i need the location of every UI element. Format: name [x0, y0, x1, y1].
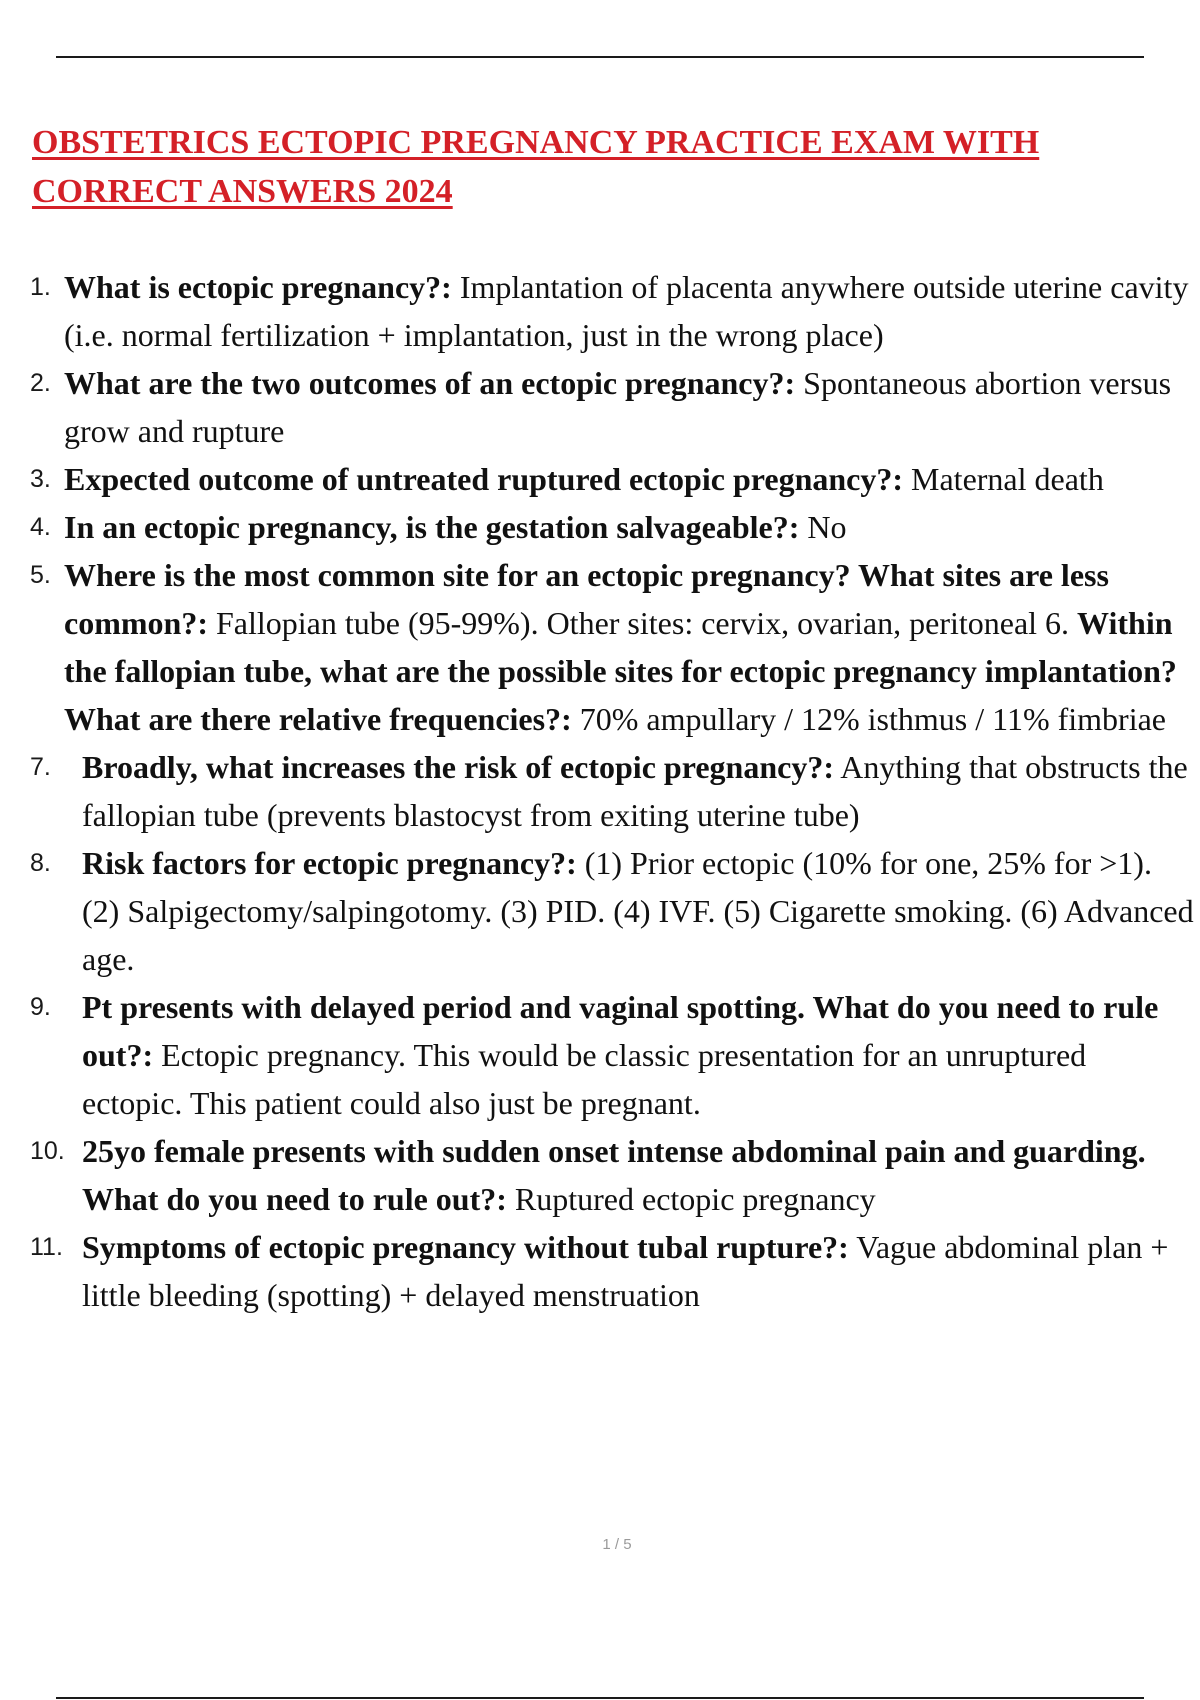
item-number: 5.: [30, 561, 51, 589]
list-item: [0, 503, 1200, 551]
answer-text: Spontaneous abortion versus grow and rupture: [64, 365, 1172, 449]
question-text: Expected outcome of untreated ruptured ectopic pregnancy?:: [64, 461, 904, 497]
answer-text: Ectopic pregnancy. This would be classic presentation for an unruptured ectopic. This patient could also just be pregnant.: [82, 1037, 1087, 1121]
item-number: 7.: [30, 753, 51, 781]
item-body: [0, 551, 1200, 743]
question-text-secondary: Within the fallopian tube, what are the possible sites for ectopic pregnancy implantation? What are there relative frequencies?:: [64, 605, 1177, 737]
answer-text: Ruptured ectopic pregnancy: [514, 1181, 876, 1217]
item-number: 2.: [30, 369, 51, 397]
page-indicator: 1 / 5: [602, 1536, 632, 1553]
question-text: In an ectopic pregnancy, is the gestation salvageable?:: [64, 509, 800, 545]
answer-text: Implantation of placenta anywhere outside uterine cavity (i.e. normal fertilization + implantation, just in the wrong place): [64, 269, 1189, 353]
answer-text: Maternal death: [911, 461, 1104, 497]
question-text: Pt presents with delayed period and vaginal spotting. What do you need to rule out?:: [82, 989, 1159, 1073]
answer-text: Anything that obstructs the fallopian tube (prevents blastocyst from exiting uterine tube): [82, 749, 1188, 833]
answer-text: Vague abdominal plan + little bleeding (spotting) + delayed menstruation: [82, 1229, 1169, 1313]
item-body: [0, 503, 1200, 551]
answer-text: (1) Prior ectopic (10% for one, 25% for >1). (2) Salpigectomy/salpingotomy. (3) PID. (4) IVF. (5) Cigarette smoking. (6) Advanced age.: [82, 845, 1194, 977]
item-number: 11.: [30, 1233, 63, 1261]
bottom-divider: [56, 1697, 1144, 1699]
list-item: [0, 743, 1200, 839]
item-body: [0, 983, 1200, 1127]
question-text: Where is the most common site for an ectopic pregnancy? What sites are less common?:: [64, 557, 1109, 641]
question-text: What is ectopic pregnancy?:: [64, 269, 452, 305]
list-item: [0, 1127, 1200, 1223]
item-number: 9.: [30, 993, 51, 1021]
item-body: [0, 1127, 1200, 1223]
question-text: Risk factors for ectopic pregnancy?:: [82, 845, 577, 881]
list-item: [0, 263, 1200, 359]
answer-text: Fallopian tube (95-99%). Other sites: cervix, ovarian, peritoneal 6.: [215, 605, 1070, 641]
item-number: 3.: [30, 465, 51, 493]
item-body: [0, 839, 1200, 983]
item-number: 4.: [30, 513, 51, 541]
document-title: [32, 118, 1172, 216]
list-item: [0, 359, 1200, 455]
list-item: [0, 1223, 1200, 1319]
answer-text-secondary: 70% ampullary / 12% isthmus / 11% fimbriae: [579, 701, 1166, 737]
question-text: 25yo female presents with sudden onset intense abdominal pain and guarding. What do you need to rule out?:: [82, 1133, 1146, 1217]
question-text: What are the two outcomes of an ectopic pregnancy?:: [64, 365, 796, 401]
item-number: 8.: [30, 849, 51, 877]
item-number: 1.: [30, 273, 51, 301]
item-body: [0, 1223, 1200, 1319]
list-item: [0, 839, 1200, 983]
list-item: [0, 983, 1200, 1127]
list-item: [0, 455, 1200, 503]
top-divider: [56, 56, 1144, 58]
item-body: [0, 359, 1200, 455]
item-body: [0, 263, 1200, 359]
title-line-2: CORRECT ANSWERS 2024: [32, 173, 453, 210]
item-body: [0, 455, 1200, 503]
item-number: 10.: [30, 1137, 65, 1165]
question-list: [0, 263, 1200, 1319]
list-item: [0, 551, 1200, 743]
title-line-1: OBSTETRICS ECTOPIC PREGNANCY PRACTICE EXAM WITH: [32, 124, 1040, 161]
question-text: Symptoms of ectopic pregnancy without tubal rupture?:: [82, 1229, 849, 1265]
item-body: [0, 743, 1200, 839]
question-text: Broadly, what increases the risk of ectopic pregnancy?:: [82, 749, 834, 785]
answer-text: No: [807, 509, 847, 545]
